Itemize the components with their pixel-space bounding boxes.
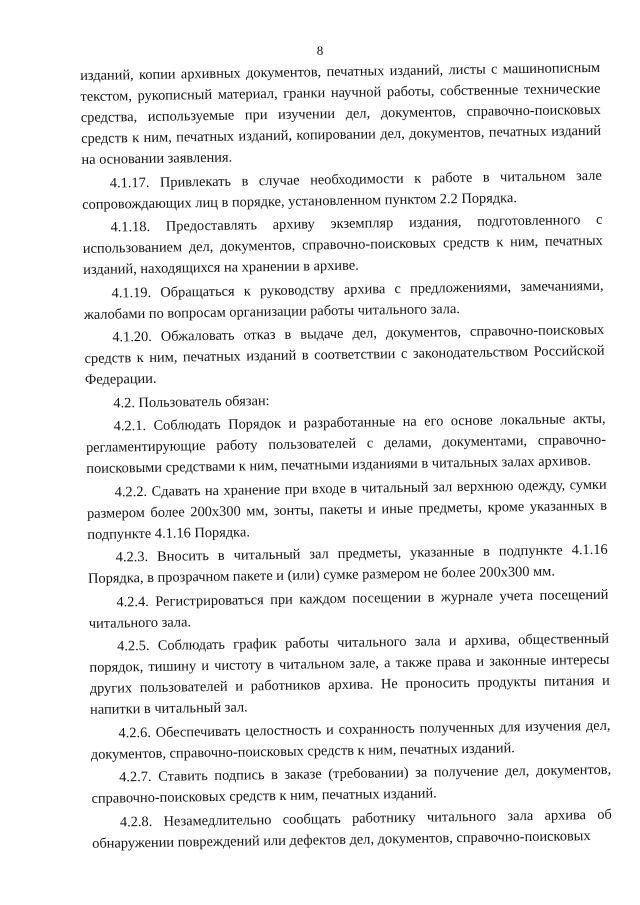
page-number: 8 xyxy=(316,43,324,58)
paragraph-4-2-6: 4.2.6. Обеспечивать целостность и сохранность полученных для изучения дел, документов, справочно-поисковых средств к ним, печатных изданий. xyxy=(90,717,611,763)
paragraph-4-1-19: 4.1.19. Обращаться к руководству архива с предложениями, замечаниями, жалобами по вопросам организации работы читального зала. xyxy=(83,277,604,323)
paragraph-4-2-7: 4.2.7. Ставить подпись в заказе (требовании) за получение дел, документов, справочно-поисковых средств к ним, печатных изданий. xyxy=(91,761,612,807)
paragraph-4-2-1: 4.2.1. Соблюдать Порядок и разработанные на его основе локальные акты, регламентирующие работу пользователей с делами, документами, справочно-поисковыми средствами к ним, печатными изданиями в читальных залах архивов. xyxy=(85,410,607,477)
paragraph-4-2-2: 4.2.2. Сдавать на хранение при входе в читальный зал верхнюю одежду, сумки размером более 200х300 мм, зонты, пакеты и иные предметы, кроме указанных в подпункте 4.1.16 Порядка. xyxy=(86,476,608,543)
paragraph-4-1-17: 4.1.17. Привлекать в случае необходимости к работе в читальном зале сопровождающих лиц в порядке, установленном пунктом 2.2 Порядка. xyxy=(82,167,602,213)
paragraph-4-2-heading: 4.2. Пользователь обязан: xyxy=(113,392,270,412)
paragraph-4-1-18: 4.1.18. Предоставлять архиву экземпляр издания, подготовленного с использованием дел, документов, справочно-поисковых средств к ним, печатных изданий, находящихся на хранении в архиве. xyxy=(82,211,603,278)
paragraph-4-2-8: 4.2.8. Незамедлительно сообщать работнику читального зала архива об обнаружении повреждений или дефектов дел, документов, справочно-поисковых xyxy=(92,806,612,852)
document-body xyxy=(80,58,612,855)
paragraph-4-1-20: 4.1.20. Обжаловать отказ в выдаче дел, документов, справочно-поисковых средств к ним, печатных изданий в соответствии с законодательством Российской Федерации. xyxy=(84,321,605,388)
paragraph-continuation: изданий, копии архивных документов, печатных изданий, листы с машинописным текстом, рукописный материал, гранки научной работы, собственные технические средства, используемые при изучении дел, документов, справочно-поисковых средств к ним, печатных изданий, копировании дел, документов, печатных изданий на основании заявления. xyxy=(80,59,602,168)
paragraph-4-2-3: 4.2.3. Вносить в читальный зал предметы, указанные в подпункте 4.1.16 Порядка, в прозрачном пакете и (или) сумке размером не более 200х300 мм. xyxy=(87,541,608,587)
paragraph-4-2-4: 4.2.4. Регистрироваться при каждом посещении в журнале учета посещений читального зала. xyxy=(88,586,609,632)
paragraph-4-2-5: 4.2.5. Соблюдать график работы читального зала и архива, общественный порядок, тишину и чистоту в читальном зале, а также права и законные интересы других пользователей и работников архива. Не проносить продукты питания и напитки в читальный зал. xyxy=(89,630,610,718)
